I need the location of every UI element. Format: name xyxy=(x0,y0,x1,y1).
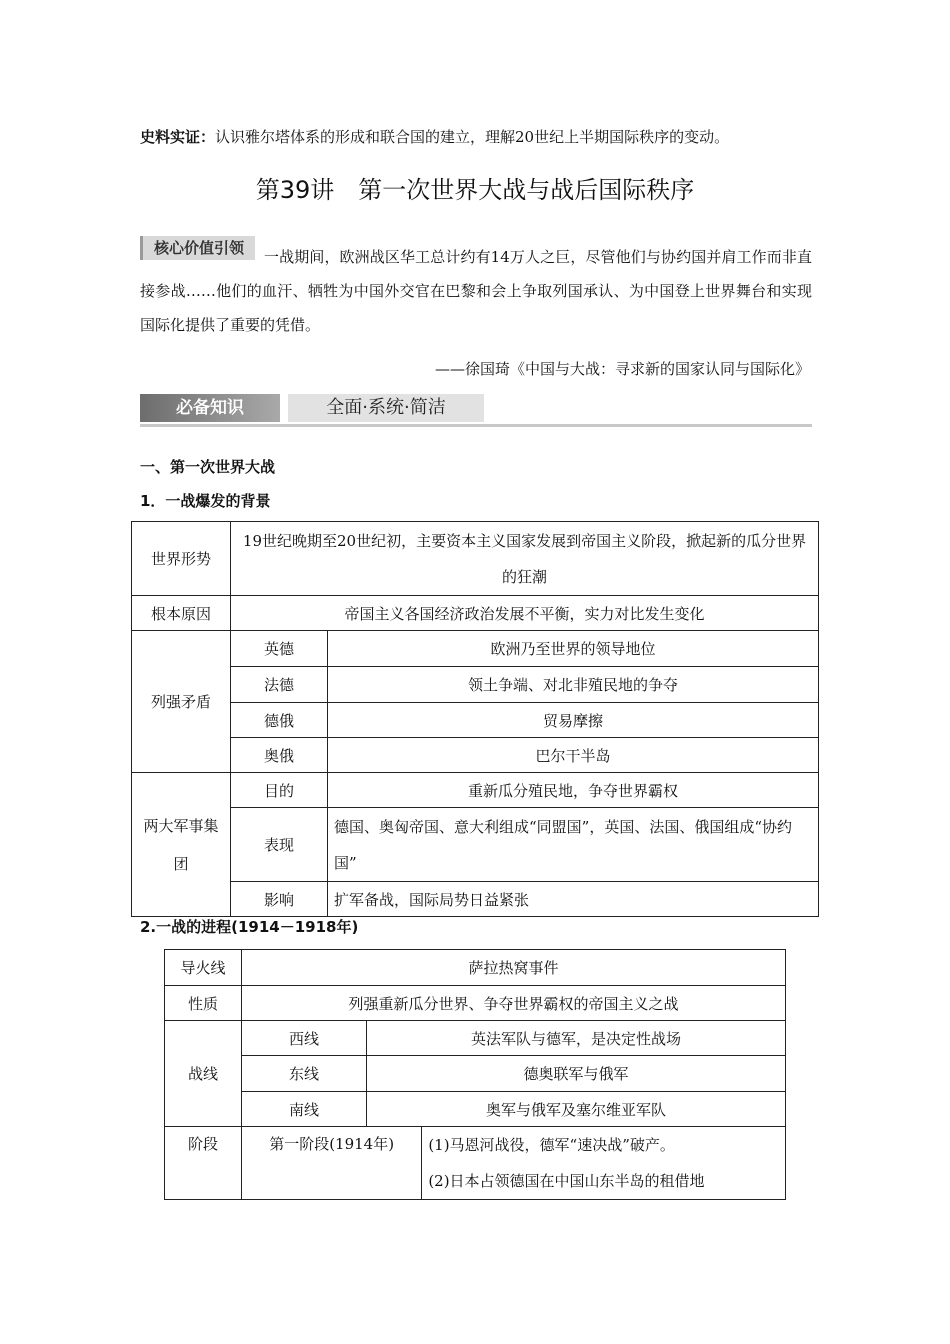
cell-label: 导火线 xyxy=(165,950,242,986)
intro-label: 史料实证： xyxy=(140,128,216,146)
cell-text: 萨拉热窝事件 xyxy=(242,950,786,986)
core-tag: 核心价值引领 xyxy=(140,236,255,260)
intro-text: 认识雅尔塔体系的形成和联合国的建立，理解20世纪上半期国际秩序的变动。 xyxy=(215,128,730,146)
cell-key: 目的 xyxy=(231,773,328,808)
cell-text: 德奥联军与俄军 xyxy=(367,1056,786,1092)
cell-text: 领土争端、对北非殖民地的争夺 xyxy=(328,667,819,703)
section-banner xyxy=(140,394,812,427)
subheading-process: 2.一战的进程(1914－1918年) xyxy=(140,918,359,936)
cell-key: 西线 xyxy=(242,1021,367,1056)
cell-text: 奥军与俄军及塞尔维亚军队 xyxy=(367,1092,786,1127)
cell-text: 19世纪晚期至20世纪初，主要资本主义国家发展到帝国主义阶段，掀起新的瓜分世界的狂潮 xyxy=(231,522,819,596)
list-item: (1)马恩河战役，德军“速决战”破产。 xyxy=(428,1136,675,1154)
page-title: 第39讲 第一次世界大战与战后国际秩序 xyxy=(255,176,695,204)
cell-text: 扩军备战，国际局势日益紧张 xyxy=(328,882,819,917)
cell-key: 影响 xyxy=(231,882,328,917)
section-heading: 一、第一次世界大战 xyxy=(140,458,276,476)
cell-key: 表现 xyxy=(231,808,328,882)
background-table xyxy=(131,521,819,917)
cell-label: 根本原因 xyxy=(132,596,231,631)
cell-key: 第一阶段(1914年) xyxy=(242,1127,422,1200)
cell-text: 列强重新瓜分世界、争夺世界霸权的帝国主义之战 xyxy=(242,986,786,1021)
cell-key: 德俄 xyxy=(231,703,328,738)
cell-text: 德国、奥匈帝国、意大利组成“同盟国”，英国、法国、俄国组成“协约国” xyxy=(328,808,819,882)
subheading-background: 1．一战爆发的背景 xyxy=(140,492,271,510)
cell-label: 战线 xyxy=(165,1021,242,1127)
cell-key: 奥俄 xyxy=(231,738,328,773)
cell-label: 世界形势 xyxy=(132,522,231,596)
cell-text: 英法军队与德军，是决定性战场 xyxy=(367,1021,786,1056)
cell-text: 帝国主义各国经济政治发展不平衡，实力对比发生变化 xyxy=(231,596,819,631)
cell-key: 法德 xyxy=(231,667,328,703)
list-item: (2)日本占领德国在中国山东半岛的租借地 xyxy=(428,1172,705,1190)
cell-label: 列强矛盾 xyxy=(132,631,231,773)
cell-text: 巴尔干半岛 xyxy=(328,738,819,773)
cell-label: 性质 xyxy=(165,986,242,1021)
cell-key: 南线 xyxy=(242,1092,367,1127)
core-source: ——徐国琦《中国与大战：寻求新的国家认同与国际化》 xyxy=(434,360,810,378)
process-table xyxy=(164,949,786,1200)
stage-items xyxy=(422,1127,786,1200)
cell-label: 两大军事集团 xyxy=(132,773,231,917)
banner-left: 必备知识 xyxy=(140,394,280,422)
cell-text: 贸易摩擦 xyxy=(328,703,819,738)
cell-key: 东线 xyxy=(242,1056,367,1092)
cell-text: 重新瓜分殖民地，争夺世界霸权 xyxy=(328,773,819,808)
core-quote: 一战期间，欧洲战区华工总计约有14万人之巨，尽管他们与协约国并肩工作而非直接参战……他们的血汗、牺牲为中国外交官在巴黎和会上争取列国承认、为中国登上世界舞台和实现国际化提供了重要的凭借。 xyxy=(140,248,812,334)
cell-text: 欧洲乃至世界的领导地位 xyxy=(328,631,819,667)
cell-key: 英德 xyxy=(231,631,328,667)
intro-line xyxy=(140,126,729,147)
banner-right: 全面·系统·简洁 xyxy=(288,394,484,422)
cell-label: 阶段 xyxy=(165,1127,242,1200)
